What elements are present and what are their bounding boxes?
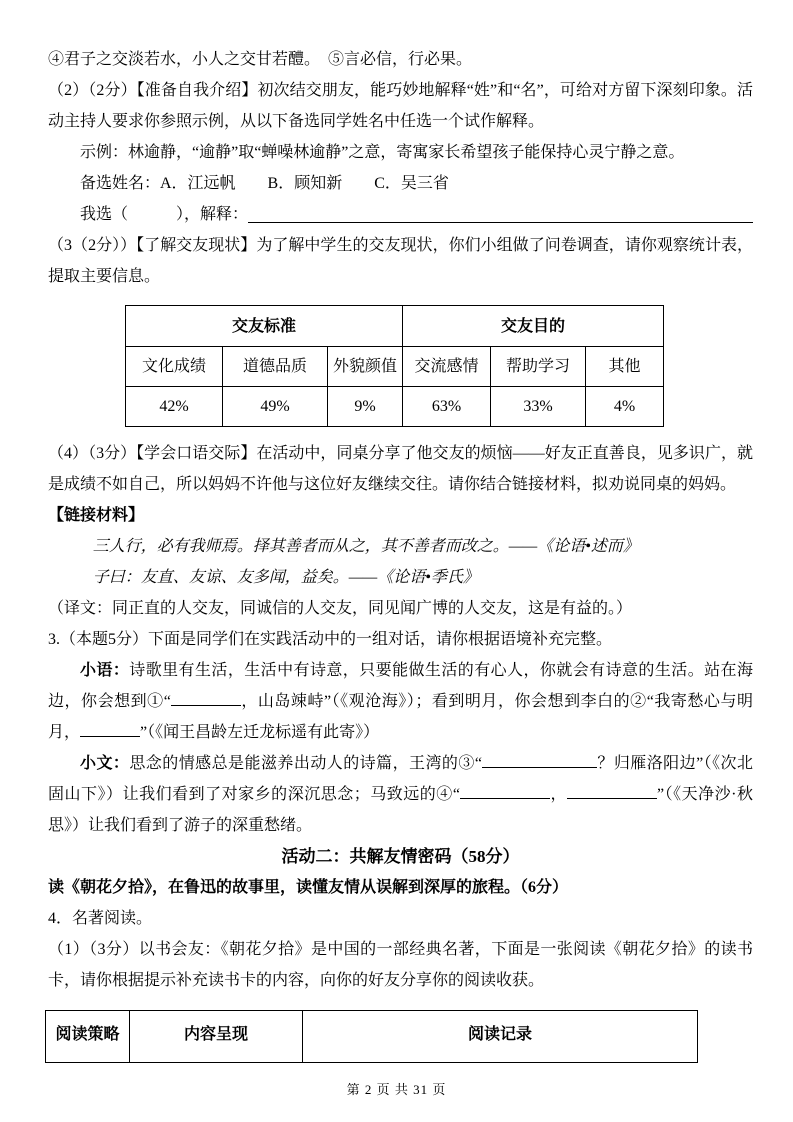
survey-group-header: 交友标准 [126, 306, 403, 347]
footer-page-number: 第 2 页 共 31 页 [346, 1082, 447, 1097]
q3-text: ，山岛竦峙”（《观沧海》）；看到明月，你会想到李白的②“我寄愁心与明月， [48, 693, 753, 741]
activity2-heading: 活动二：共解友情密码（58分） [281, 847, 520, 866]
numbered-quotes-line: ④君子之交淡若水，小人之交甘若醴。 ⑤言必信，行必果。 [48, 51, 473, 68]
q1-4-paragraph: （4）（3分）【学会口语交际】在活动中，同桌分享了他交友的烦恼——好友正直善良，见多识广，就是成绩不如自己，所以妈妈不许他与这位好友继续交往。请你结合链接材料，拟劝说同桌的妈妈。 [48, 445, 753, 493]
survey-value-cell: 42% [126, 387, 223, 427]
fill-blank-3 [482, 765, 597, 768]
reading-card-header-cell: 阅读记录 [303, 1011, 698, 1063]
survey-header-cell: 帮助学习 [491, 347, 586, 387]
translation-line: （译文：同正直的人交友，同诚信的人交友，同见闻广博的人交友，这是有益的。） [48, 600, 633, 617]
q3-intro: 3.（本题5分）下面是同学们在实践活动中的一组对话，请你根据语境补充完整。 [48, 631, 613, 648]
survey-value-cell: 49% [223, 387, 328, 427]
q3-text: ”（《闻王昌龄左迁龙标遥有此寄》） [140, 724, 380, 741]
survey-header-cell: 道德品质 [223, 347, 328, 387]
q3-text: 诗歌里有生活，生活中有诗意，只要能做生活的有心人，你就会有诗意的生活。站在海边，你会想到①“ [48, 662, 753, 710]
reading-card-header-cell: 阅读策略 [46, 1011, 130, 1063]
fill-blank-4b [567, 796, 657, 799]
q3-text: ， [549, 786, 567, 803]
survey-header-cell: 文化成绩 [126, 347, 223, 387]
survey-header-cell: 外貌颜值 [328, 347, 403, 387]
survey-group-header: 交友目的 [403, 306, 664, 347]
speaker-label: 小语： [80, 662, 130, 679]
link-material-quote-2: 子曰：友直、友谅、友多闻，益矣。——《论语•季氏》 [92, 569, 479, 586]
q1-2-answer-line [48, 199, 753, 230]
reading-card-header-cell: 内容呈现 [130, 1011, 303, 1063]
activity2-subheading: 读《朝花夕拾》，在鲁迅的故事里，读懂友情从误解到深厚的旅程。（6分） [48, 879, 569, 896]
q3-text: ”（《天净沙·秋思》）让我们看到了游子的深重愁绪。 [48, 786, 753, 834]
fill-blank-2 [80, 734, 140, 737]
survey-value-cell: 4% [586, 387, 664, 427]
survey-table [125, 305, 664, 427]
q3-xiaoyu-paragraph [48, 655, 753, 748]
survey-header-cell: 其他 [586, 347, 664, 387]
fill-blank-4a [460, 796, 550, 799]
survey-value-cell: 9% [328, 387, 403, 427]
reading-card-table [45, 1010, 698, 1063]
q4-1-paragraph: （1）（3分）以书会友：《朝花夕拾》是中国的一部经典名著，下面是一张阅读《朝花夕拾》的读书卡，请你根据提示补充读书卡的内容，向你的好友分享你的阅读收获。 [48, 941, 753, 989]
q1-2-candidates: 备选姓名：A．江远帆 B．顾知新 C．吴三省 [80, 175, 449, 192]
q1-2-paragraph: （2）（2分）【准备自我介绍】初次结交朋友，能巧妙地解释“姓”和“名”，可给对方留下深刻印象。活动主持人要求你参照示例，从以下备选同学姓名中任选一个试作解释。 [48, 82, 753, 130]
survey-value-cell: 33% [491, 387, 586, 427]
speaker-label: 小文： [80, 755, 130, 772]
survey-value-cell: 63% [403, 387, 491, 427]
link-material-label: 【链接材料】 [48, 507, 145, 524]
fill-blank-1 [171, 703, 241, 706]
answer-prefix: 我选（ ），解释： [80, 206, 249, 223]
q3-text: 思念的情感总是能滋养出动人的诗篇，王湾的③“ [129, 755, 482, 772]
q3-xiaowen-paragraph [48, 748, 753, 841]
answer-blank-line [248, 199, 753, 223]
q3-text: ？归雁洛阳边”（《次北固山下》）让我们看到了对家乡的深沉思念；马致远的④“ [48, 755, 753, 803]
link-material-quote-1: 三人行，必有我师焉。择其善者而从之，其不善者而改之。——《论语•述而》 [92, 538, 639, 555]
survey-header-cell: 交流感情 [403, 347, 491, 387]
q1-2-example: 示例：林逾静，“逾静”取“蝉噪林逾静”之意，寄寓家长希望孩子能保持心灵宁静之意。 [80, 144, 685, 161]
q1-3-paragraph: （3（2分））【了解交友现状】为了解中学生的交友现状，你们小组做了问卷调查，请你观察统计表，提取主要信息。 [48, 237, 753, 285]
q4-title: 4．名著阅读。 [48, 910, 153, 927]
